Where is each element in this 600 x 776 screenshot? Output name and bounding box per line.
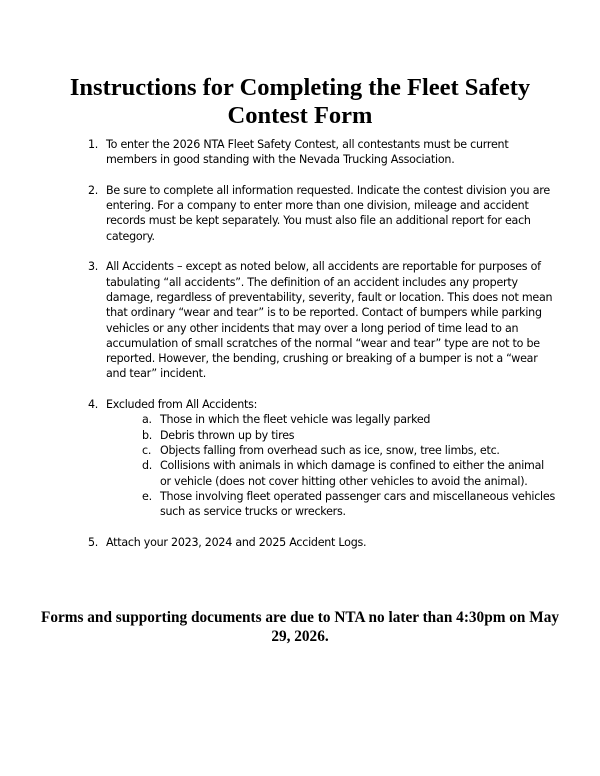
page-title: Instructions for Completing the Fleet Safety Contest Form xyxy=(69,74,531,129)
sub-list-item xyxy=(142,489,556,520)
sub-list-item xyxy=(142,428,556,443)
item-text: All Accidents – except as noted below, all accidents are reportable for purposes of tabulating “all accidents”. The definition of an accident includes any property damage, regardless of preventability, severity, fault or location. This does not mean that ordinary “wear and tear” is to be reported. Contact of bumpers while parking vehicles or any other incidents that may over a long period of time lead to an accumulation of small scratches of the normal “wear and tear” type are not to be reported. However, the bending, crushing or breaking of a bumper is not a “wear and tear” incident. xyxy=(106,260,553,381)
sub-item-letter: d. xyxy=(142,459,153,473)
sub-item-letter: a. xyxy=(142,413,152,427)
item-number: 1. xyxy=(88,138,99,151)
item-text: Be sure to complete all information requested. Indicate the contest division you are entering. For a company to enter more than one division, mileage and accident records must be kept separately. You must also file an additional report for each category. xyxy=(106,183,550,243)
sub-list-item xyxy=(142,458,556,489)
sub-item-letter: b. xyxy=(142,428,153,442)
sub-item-text: Debris thrown up by tires xyxy=(160,428,295,442)
sub-item-text: Collisions with animals in which damage is confined to either the animal or vehicle (does not cover hitting other vehicles to avoid the animal). xyxy=(160,459,544,488)
sub-item-letter: e. xyxy=(142,489,152,503)
item-number: 3. xyxy=(88,260,99,274)
item-text: Attach your 2023, 2024 and 2025 Accident Logs. xyxy=(106,535,367,549)
item-text: To enter the 2026 NTA Fleet Safety Contest, all contestants must be current members in good standing with the Nevada Trucking Association. xyxy=(106,138,509,167)
sub-item-text: Objects falling from overhead such as ice, snow, tree limbs, etc. xyxy=(160,443,500,457)
item-number: 5. xyxy=(88,535,99,549)
list-item xyxy=(88,259,556,381)
sub-list-item xyxy=(142,412,556,427)
list-item xyxy=(88,535,556,550)
sub-item-letter: c. xyxy=(142,443,152,457)
item-number: 4. xyxy=(88,398,99,412)
sub-list xyxy=(106,412,556,519)
list-item xyxy=(88,137,556,168)
item-text: Excluded from All Accidents: xyxy=(106,398,258,412)
list-item xyxy=(88,397,556,519)
sub-item-text: Those in which the fleet vehicle was legally parked xyxy=(160,413,431,427)
deadline-notice: Forms and supporting documents are due to NTA no later than 4:30pm on May 29, 2026. xyxy=(40,609,559,645)
instructions-list xyxy=(88,137,556,565)
item-number: 2. xyxy=(88,183,99,197)
list-item xyxy=(88,183,556,244)
sub-list-item xyxy=(142,443,556,458)
sub-item-text: Those involving fleet operated passenger cars and miscellaneous vehicles such as service trucks or wreckers. xyxy=(160,489,555,519)
